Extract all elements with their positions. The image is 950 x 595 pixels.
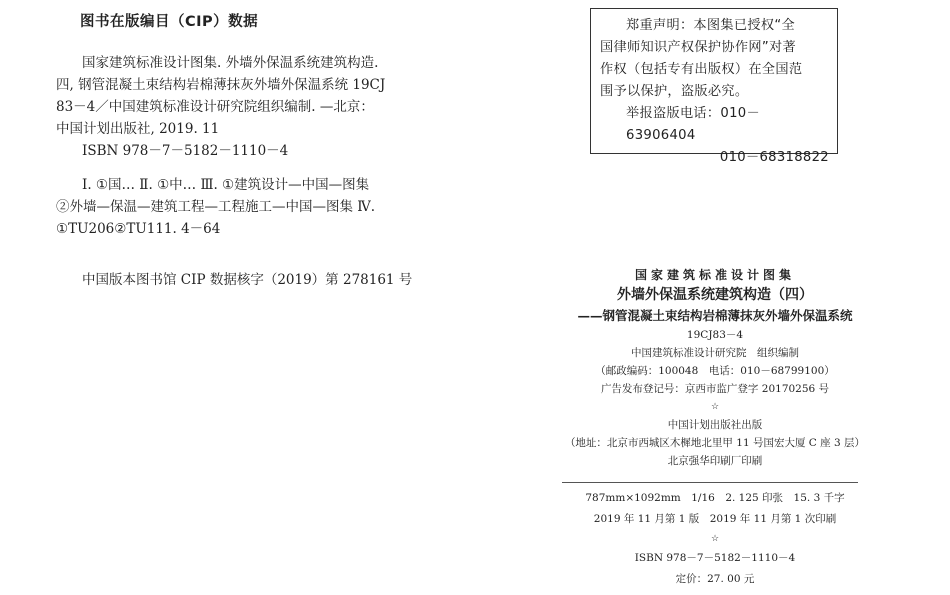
report-phone-1: 010－63906404 (626, 106, 760, 143)
cip-subject-line: ②外墙—保温—建筑工程—工程施工—中国—图集 Ⅳ. (56, 199, 376, 215)
cip-line: 中国计划出版社, 2019. 11 (56, 121, 220, 137)
cip-line: 83－4／中国建筑标准设计研究院组织编制. —北京： (56, 99, 374, 115)
printer-line: 北京强华印刷厂印刷 (667, 455, 763, 467)
format-line: 787mm×1092mm 1/16 2. 125 印张 15. 3 千字 (585, 492, 845, 504)
price-line: 定价：27. 00 元 (675, 573, 755, 585)
book-title: 外墙外保温系统建筑构造（四） (617, 287, 813, 303)
ad-license-line: 广告发布登记号：京西市监广登字 20170256 号 (600, 383, 830, 395)
book-info (560, 266, 870, 470)
cip-record-number: 中国版本图书馆 CIP 数据核字（2019）第 278161 号 (82, 272, 413, 288)
notice-line: 国律师知识产权保护协作网”对著 (600, 40, 796, 55)
cip-line: 四, 钢管混凝土束结构岩棉薄抹灰外墙外保温系统 19CJ (56, 77, 386, 93)
postal-line: （邮政编码：100048 电话：010－68799100） (595, 365, 835, 377)
cip-subject-line: Ⅰ. ①国… Ⅱ. ①中… Ⅲ. ①建筑设计—中国—图集 (82, 177, 370, 193)
address-line: （地址：北京市西城区木樨地北里甲 11 号国宏大厦 C 座 3 层） (564, 437, 866, 449)
cip-isbn: ISBN 978－7－5182－1110－4 (82, 143, 289, 159)
notice-line: 围予以保护，盗版必究。 (600, 84, 749, 99)
star-icon: ☆ (710, 534, 720, 544)
cip-subject-line: ①TU206②TU111. 4－64 (56, 221, 221, 237)
divider (562, 482, 858, 483)
notice-report-line (600, 103, 829, 147)
edition-line: 2019 年 11 月第 1 版 2019 年 11 月第 1 次印刷 (593, 513, 837, 525)
notice-line: 作权（包括专有出版权）在全国范 (600, 62, 803, 77)
report-phone-2: 010－68318822 (719, 150, 829, 165)
star-icon: ☆ (710, 402, 720, 412)
series-name: 国家建筑标准设计图集 (634, 268, 795, 282)
book-subtitle: ——钢管混凝土束结构岩棉薄抹灰外墙外保温系统 (577, 308, 853, 323)
publisher-line: 中国计划出版社出版 (667, 419, 763, 431)
print-info (560, 488, 870, 590)
isbn-line: ISBN 978－7－5182－1110－4 (634, 552, 796, 564)
editor-line: 中国建筑标准设计研究院 组织编制 (631, 347, 799, 359)
cip-line: 国家建筑标准设计图集. 外墙外保温系统建筑构造. (82, 55, 379, 71)
piracy-notice-box (590, 8, 838, 165)
cip-record (56, 52, 436, 240)
report-label: 举报盗版电话： (626, 106, 721, 121)
book-code: 19CJ83－4 (686, 329, 744, 341)
notice-line: 郑重声明：本图集已授权“全 (626, 18, 795, 33)
cip-heading: 图书在版编目（CIP）数据 (80, 14, 259, 30)
